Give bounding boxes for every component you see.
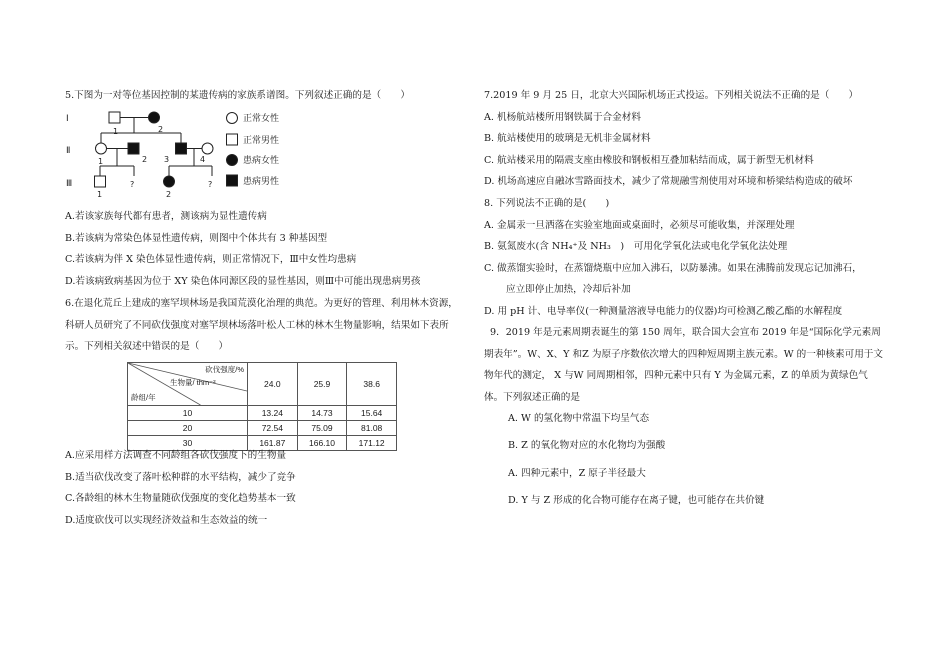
row-age: 20 <box>128 421 248 436</box>
svg-text:1: 1 <box>113 127 119 136</box>
column-header: 25.9 <box>297 363 347 406</box>
gen2-female-4 <box>202 143 213 154</box>
q7-option-b: B. 航站楼使用的玻璃是无机非金属材料 <box>484 133 651 144</box>
q8-option-d: D. 用 pH 计、电导率仪(一种测量溶液导电能力的仪器)均可检测乙酸乙酯的水解程度 <box>484 306 843 317</box>
q5-option-c: C.若该病为伴 X 染色体显性遗传病，则正常情况下，Ⅲ中女性均患病 <box>65 254 357 265</box>
q9-stem-line-1: 9．2019 年是元素周期表诞生的第 150 周年，联合国大会宣布 2019 年是“国际化学元素周 <box>490 327 881 338</box>
q7-option-a: A. 机杨航站楼所用钢铁属于合金材料 <box>484 112 641 123</box>
gen3-male-1 <box>95 176 106 187</box>
table-cell: 15.64 <box>347 406 397 421</box>
table-cell: 171.12 <box>347 436 397 451</box>
q8-option-a: A. 金属汞一旦洒落在实验室地面或桌面时，必须尽可能收集，并深理处理 <box>484 220 795 231</box>
q6-option-d: D.适度砍伐可以实现经济效益和生态效益的统一 <box>65 515 268 526</box>
table-cell: 72.54 <box>248 421 298 436</box>
q5-stem: 5.下图为一对等位基因控制的某遗传病的家族系谱图。下列叙述正确的是（ ） <box>65 90 410 101</box>
q6-option-b: B.适当砍伐改变了落叶松种群的水平结构，减少了竞争 <box>65 472 296 483</box>
q8-option-c-line-1: C. 做蒸馏实验时，在蒸馏烧瓶中应加入沸石，以防暴沸。如果在沸腾前发现忘记加沸石， <box>484 263 862 274</box>
gen1-male-1 <box>109 112 120 123</box>
legend-normal-female-symbol <box>227 113 238 124</box>
gen2-male-affected-3 <box>176 143 187 154</box>
legend-normal-male: 正常男性 <box>243 136 280 146</box>
svg-text:1: 1 <box>97 190 103 199</box>
column-header: 38.6 <box>347 363 397 406</box>
q9-option-d: D. Y 与 Z 形成的化合物可能存在离子键，也可能存在共价键 <box>508 495 765 506</box>
q5-option-a: A.若该家族每代都有患者，测该病为显性遗传病 <box>65 211 267 222</box>
q5-option-d: D.若该病致病基因为位于 XY 染色体同源区段的显性基因，则Ⅲ中可能出现患病男孩 <box>65 276 421 287</box>
gen2-female-1 <box>96 143 107 154</box>
q9-stem-line-2: 期表年”。W、X、Y 和Z 为原子序数依次增大的四种短周期主族元素。W 的一种核素可用于文 <box>484 349 883 360</box>
table-cell: 166.10 <box>297 436 347 451</box>
gen3-female-affected-2 <box>164 176 175 187</box>
svg-text:?: ? <box>130 180 135 189</box>
q9-option-b: B. Z 的氧化物对应的水化物均为强酸 <box>508 440 666 451</box>
header-biomass: 生物量/ thm⁻² <box>170 378 216 387</box>
legend-affected-female: 患病女性 <box>243 156 280 166</box>
table-cell: 13.24 <box>248 406 298 421</box>
q6-stem-line-1: 6.在退化荒丘上建成的塞罕坝林场是我国荒漠化治理的典范。为更好的管理、利用林木资源， <box>65 298 458 309</box>
row-age: 10 <box>128 406 248 421</box>
table-cell: 75.09 <box>297 421 347 436</box>
gen1-female-affected-2 <box>149 112 160 123</box>
table-row <box>128 421 397 436</box>
q7-stem: 7.2019 年 9 月 25 日，北京大兴国际机场正式投运。下列相关说法不正确的是（ ） <box>484 90 859 101</box>
q6-option-c: C.各龄组的林木生物量随砍伐强度的变化趋势基本一致 <box>65 493 296 504</box>
biomass-table <box>127 362 397 451</box>
gen-label-1: Ⅰ <box>66 114 69 124</box>
legend-normal-male-symbol <box>227 134 238 145</box>
header-age-group: 龄组/年 <box>131 393 156 402</box>
legend-affected-female-symbol <box>227 155 238 166</box>
table-cell: 81.08 <box>347 421 397 436</box>
q7-option-c: C. 航站楼采用的隔震支座由橡胶和钢板相互叠加粘结而成，属于新型无机材料 <box>484 155 814 166</box>
q5-option-b: B.若该病为常染色体显性遗传病，则图中个体共有 3 种基因型 <box>65 233 328 244</box>
legend-normal-female: 正常女性 <box>243 114 280 124</box>
svg-text:3: 3 <box>164 155 170 164</box>
q9-option-a: A. W 的氢化物中常温下均呈气态 <box>508 413 650 424</box>
q7-option-d: D. 机场高速应自融冰雪路面技术，减少了常规融雪剂使用对环境和桥梁结构造成的破坏 <box>484 176 853 187</box>
q6-stem-line-3: 示。下列相关叙述中错误的是（ ） <box>65 341 229 352</box>
q9-option-a-duplicate: A. 四种元素中，Z 原子半径最大 <box>508 468 646 479</box>
q8-option-c-line-2: 应立即停止加热，冷却后补加 <box>506 284 631 295</box>
pedigree-diagram <box>62 108 392 218</box>
column-header: 24.0 <box>248 363 298 406</box>
gen-label-3: Ⅲ <box>66 179 73 189</box>
table-row <box>128 406 397 421</box>
q9-stem-line-4: 体。下列叙述正确的是 <box>484 392 580 403</box>
header-cut-intensity: 砍伐强度/% <box>205 365 244 374</box>
table-cell: 14.73 <box>297 406 347 421</box>
svg-text:2: 2 <box>158 125 164 134</box>
svg-text:2: 2 <box>142 155 148 164</box>
row-age: 30 <box>128 436 248 451</box>
gen2-male-affected-2 <box>128 143 139 154</box>
svg-text:2: 2 <box>166 190 172 199</box>
q9-stem-line-3: 物年代的测定， X 与W 同周期相邻，四种元素中只有 Y 为金属元素，Z 的单质为黄绿色气 <box>484 370 868 381</box>
svg-text:1: 1 <box>98 157 104 166</box>
table-cell: 161.87 <box>248 436 298 451</box>
q8-stem: 8. 下列说法不正确的是( ) <box>484 198 610 209</box>
svg-text:?: ? <box>208 180 213 189</box>
q8-option-b: B. 氨氮废水(含 NH₄⁺及 NH₃ ) 可用化学氧化法或电化学氧化法处理 <box>484 241 788 252</box>
q6-stem-line-2: 科研人员研究了不同砍伐强度对塞罕坝林场落叶松人工林的林木生物量影响，结果如下表所 <box>65 320 449 331</box>
table-header-row <box>128 363 397 406</box>
legend-affected-male: 患病男性 <box>243 177 280 187</box>
table-diagonal-header <box>128 363 248 406</box>
svg-text:4: 4 <box>200 155 206 164</box>
legend-affected-male-symbol <box>227 175 238 186</box>
gen-label-2: Ⅱ <box>66 146 71 156</box>
q6-option-a: A.应采用样方法调查不同龄组各砍伐强度下的生物量 <box>65 450 287 461</box>
